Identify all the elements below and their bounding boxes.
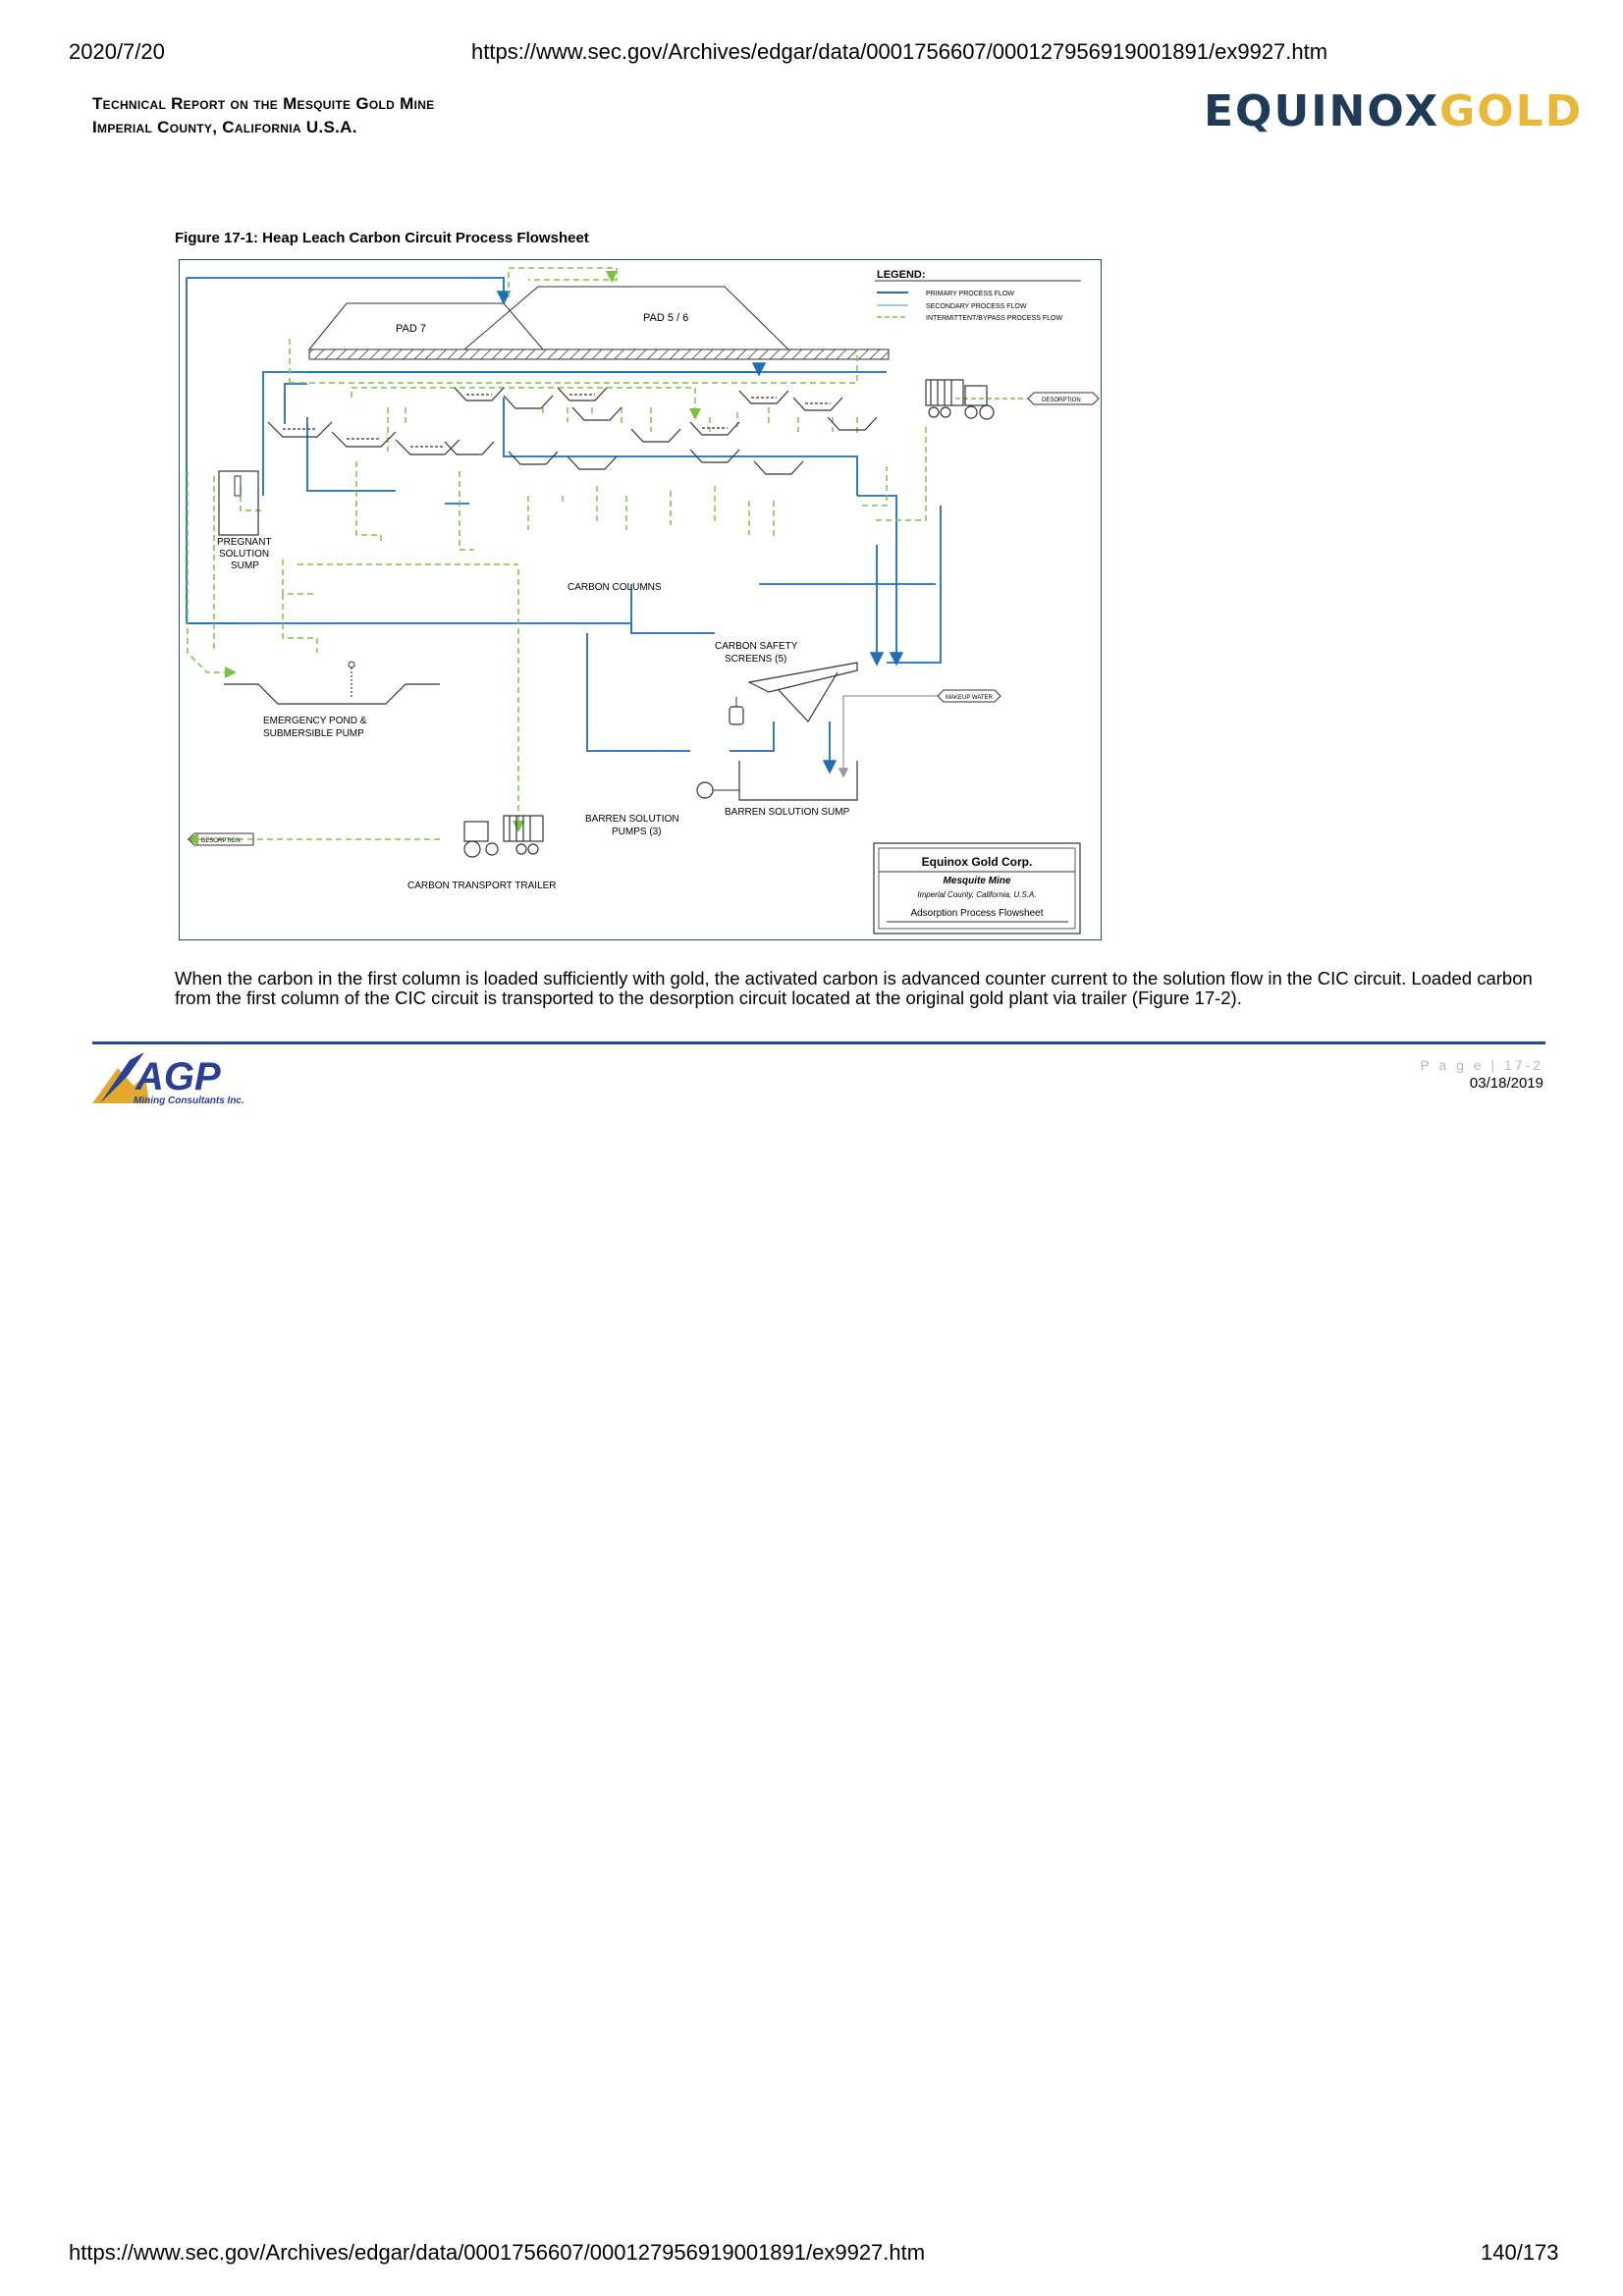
flowsheet-diagram [180, 260, 1100, 938]
legend-bypass: INTERMITTENT/BYPASS PROCESS FLOW [926, 315, 1063, 322]
makeup-water-label: MAKEUP WATER [946, 695, 993, 701]
top-transport-trailer-icon [926, 380, 994, 419]
body-paragraph: When the carbon in the first column is loaded sufficiently with gold, the activated carbon is advanced counter current to the solution flow in the CIC circuit. Loaded carbon from the first column of the CIC circuit is transported to the desorption circuit located at the original gold plant via trailer (Figure 17-2). [175, 968, 1533, 1008]
barren-pumps-line1: BARREN SOLUTION [585, 814, 679, 825]
pregnant-sump-line3: SUMP [231, 561, 259, 571]
browser-print-date: 2020/7/20 [69, 39, 165, 64]
agp-logo-text: AGP [135, 1055, 221, 1098]
titleblock-mine: Mesquite Mine [943, 876, 1011, 886]
footer-rule [92, 1041, 1545, 1044]
makeup-water-tag [843, 690, 1001, 775]
titleblock-location: Imperial County, California, U.S.A. [917, 890, 1037, 899]
process-flowsheet-figure [179, 259, 1102, 940]
safety-screens-line2: SCREENS (5) [725, 654, 787, 665]
pregnant-sump-line1: PREGNANT [217, 537, 272, 548]
emergency-pond-line2: SUBMERSIBLE PUMP [263, 728, 364, 739]
barren-solution-sump [585, 761, 857, 837]
carbon-columns [268, 388, 877, 474]
pad56-label: PAD 5 / 6 [643, 312, 689, 324]
report-date: 03/18/2019 [1469, 1075, 1543, 1092]
desorption-top-label: DESORPTION [1042, 398, 1081, 403]
logo-gold-text: GOLD [1439, 86, 1584, 136]
equinox-gold-logo [1204, 86, 1583, 136]
legend-primary: PRIMARY PROCESS FLOW [926, 291, 1014, 297]
report-title [92, 92, 435, 139]
figure-caption: Figure 17-1: Heap Leach Carbon Circuit Process Flowsheet [175, 230, 589, 246]
pregnant-sump-line2: SOLUTION [219, 549, 270, 560]
heap-pads [309, 287, 889, 359]
titleblock-company: Equinox Gold Corp. [921, 855, 1033, 869]
carbon-columns-label: CARBON COLUMNS [568, 582, 662, 593]
carbon-safety-screens [715, 641, 857, 724]
report-title-line1: Technical Report on the Mesquite Gold Mine [92, 94, 435, 113]
logo-equinox-text: EQUINOX [1204, 86, 1440, 136]
legend-title: LEGEND: [877, 269, 926, 281]
browser-page-count: 140/173 [1481, 2240, 1559, 2265]
column-levels [283, 395, 831, 447]
safety-screens-line1: CARBON SAFETY [715, 641, 798, 652]
emergency-pond-line1: EMERGENCY POND & [263, 716, 367, 726]
emergency-pond [224, 662, 440, 739]
transport-trailer-label: CARBON TRANSPORT TRAILER [407, 881, 557, 891]
browser-print-url[interactable]: https://www.sec.gov/Archives/edgar/data/0001756607/000127956919001891/ex9927.htm [471, 39, 1328, 64]
desorption-top-tag [955, 393, 1099, 404]
carbon-transport-trailer-icon [464, 816, 543, 857]
pad7-label: PAD 7 [396, 323, 426, 335]
page-number: P a g e | 17-2 [1420, 1057, 1543, 1073]
titleblock-drawing: Adsorption Process Flowsheet [910, 908, 1044, 919]
barren-pumps-line2: PUMPS (3) [612, 827, 662, 837]
legend [875, 269, 1081, 322]
legend-secondary: SECONDARY PROCESS FLOW [926, 303, 1027, 310]
report-title-line2: Imperial County, California U.S.A. [92, 118, 357, 136]
desorption-bottom-tag [189, 833, 253, 845]
browser-footer-url[interactable]: https://www.sec.gov/Archives/edgar/data/0001756607/000127956919001891/ex9927.htm [69, 2240, 926, 2265]
barren-sump-label: BARREN SOLUTION SUMP [725, 807, 850, 818]
agp-logo [90, 1046, 257, 1105]
agp-logo-subtitle: Mining Consultants Inc. [134, 1095, 244, 1105]
desorption-bottom-label: DESORPTION [201, 838, 241, 844]
drawing-title-block [874, 843, 1080, 934]
